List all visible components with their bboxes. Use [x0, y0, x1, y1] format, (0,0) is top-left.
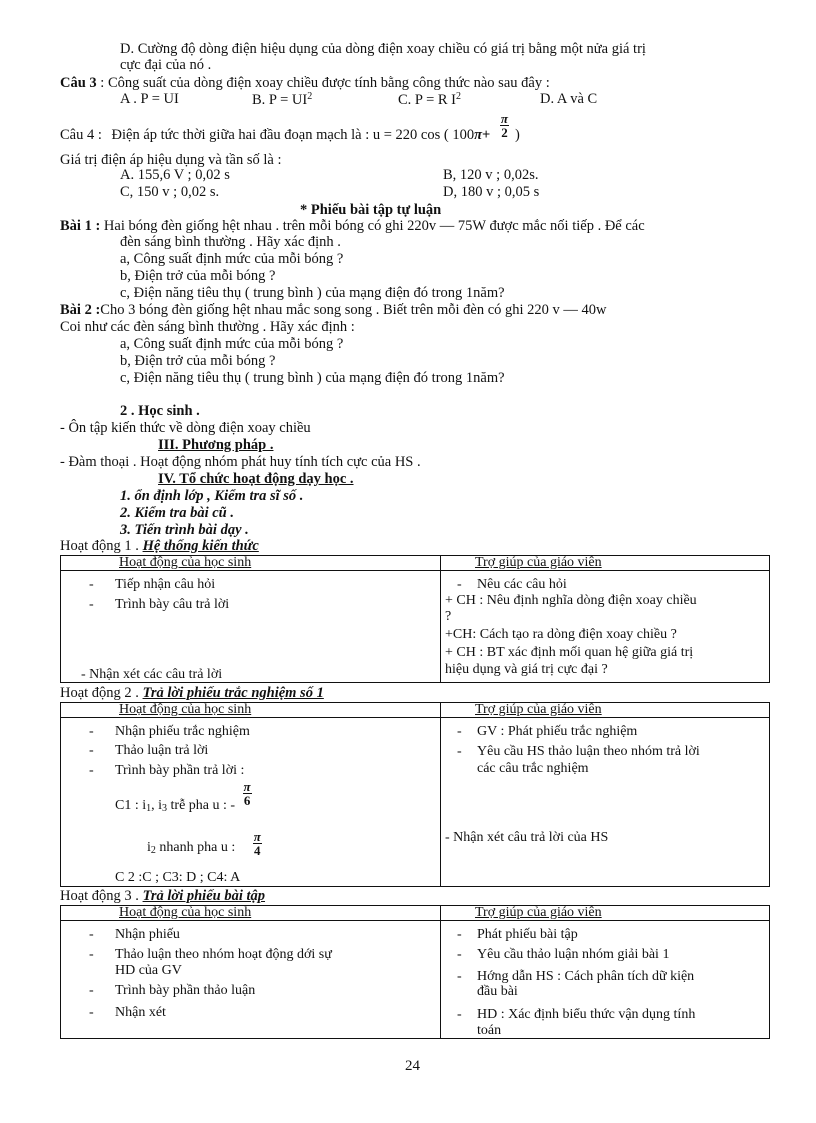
hd2-s2: Thảo luận trả lời — [115, 743, 209, 758]
hd1-col-student: Hoạt động của học sinh — [61, 556, 441, 571]
q4-plus: + — [482, 126, 491, 143]
bai2-line2: Coi như các đèn sáng bình thường . Hãy xác định : — [60, 319, 355, 335]
hoc-sinh-text: - Ôn tập kiến thức về dòng điện xoay chiều — [60, 420, 311, 436]
step-2: 2. Kiểm tra bài cũ . — [120, 505, 234, 521]
bai1-c: c, Điện năng tiêu thụ ( trung bình ) của mạng điện đó trong 1năm? — [120, 285, 505, 301]
q4-subquestion: Giá trị điện áp hiệu dụng và tần số là : — [60, 152, 282, 168]
hd2-col-teacher: Trợ giúp của giáo viên — [441, 703, 770, 718]
q2-option-d: D. Cường độ dòng điện hiệu dụng của dòng điện xoay chiều có giá trị bằng một nửa giá trị — [120, 41, 646, 57]
bai2-c: c, Điện năng tiêu thụ ( trung bình ) của mạng điện đó trong 1năm? — [120, 370, 505, 386]
hd3-s4: Nhận xét — [115, 1005, 166, 1020]
hd2-table — [60, 702, 770, 887]
hd2-t2: Yêu cầu HS thảo luận theo nhóm trả lời — [477, 744, 700, 759]
q4-label: Câu 4 : — [60, 126, 102, 143]
hd3-s2: Thảo luận theo nhóm hoạt động dới sự — [115, 947, 332, 962]
hd1-s1: Tiếp nhận câu hỏi — [115, 577, 216, 592]
bai1-label: Bài 1 : — [60, 218, 101, 234]
hd3-heading: Hoạt động 3 . Trả lời phiếu bài tập — [60, 888, 266, 904]
q3-option-a: A . P = UI — [120, 91, 179, 107]
hd3-col-teacher: Trợ giúp của giáo viên — [441, 906, 770, 921]
hd3-teacher-cell: - Phát phiếu bài tập - Yêu cầu thảo luận nhóm giải bài 1 - Hớng dẫn HS : Cách phân tích dữ kiện đầu bài - HD : Xác định biểu thức vận dụng tính toán — [441, 921, 770, 1039]
hd3-s1: Nhận phiếu — [115, 927, 180, 942]
hd1-student-cell: - Tiếp nhận câu hỏi - Trình bày câu trả lời - Nhận xét các câu trả lời — [61, 571, 441, 683]
step-1: 1. ổn định lớp , Kiểm tra sĩ số . — [120, 488, 304, 504]
hd1-teacher-cell: - Nêu các câu hỏi + CH : Nêu định nghĩa dòng điện xoay chiều ? +CH: Cách tạo ra dòng điện xoay chiều ? + CH : BT xác định mối quan hệ giữa giá trị hiệu dụng và giá trị cực đại ? — [441, 571, 770, 683]
hd1-t1: Nêu các câu hỏi — [477, 577, 567, 592]
q3-option-b: B. $P = UI^2$ — [252, 91, 313, 108]
q4-option-d: D, 180 v ; 0,05 s — [443, 184, 540, 200]
hd1-title: Hệ thống kiến thức — [142, 538, 259, 554]
essay-title: * Phiếu bài tập tự luận — [300, 202, 442, 218]
hd3-s3: Trình bày phần thảo luận — [115, 983, 256, 998]
hd2-title: Trả lời phiếu trắc nghiệm số 1 — [142, 685, 324, 701]
bai1-line2: đèn sáng bình thường . Hãy xác định . — [120, 234, 341, 250]
page-number: 24 — [405, 1058, 420, 1074]
hd3-table — [60, 905, 770, 1039]
hd1-s3: - Nhận xét các câu trả lời — [81, 667, 223, 682]
hd2-s3: Trình bày phần trả lời : — [115, 763, 245, 778]
bai2-line1: Bài 2 :Cho 3 bóng đèn giống hệt nhau mắc song song . Biết trên mỗi đèn có ghi 220 v — 40w — [60, 302, 607, 318]
hd2-student-cell: - Nhận phiếu trắc nghiệm - Thảo luận trả lời - Trình bày phần trả lời : C1 : $i_1$, $i_3$ trễ pha u : - $\frac{\pi}{6}$ $i_2$ nhanh pha u : $\frac{\pi}{4}$ C 2 :C ; C3: D ; C4: A — [61, 718, 441, 887]
hd2-teacher-cell: - GV : Phát phiếu trắc nghiệm - Yêu cầu HS thảo luận theo nhóm trả lời các câu trắc nghiệm - Nhận xét câu trả lời của HS — [441, 718, 770, 887]
q4-option-a: A. 155,6 V ; 0,02 s — [120, 167, 230, 183]
q2-option-d-cont: cực đại của nó . — [120, 57, 212, 73]
hd1-t3: +CH: Cách tạo ra dòng điện xoay chiều ? — [445, 627, 677, 642]
to-chuc-heading: IV. Tổ chức hoạt động dạy học . — [158, 471, 354, 487]
hd1-t2: + CH : Nêu định nghĩa dòng điện xoay chiều — [445, 593, 697, 608]
hd3-student-cell: - Nhận phiếu - Thảo luận theo nhóm hoạt động dới sự HD của GV - Trình bày phần thảo luận - Nhận xét — [61, 921, 441, 1039]
q3-stem — [60, 76, 550, 92]
q3-option-c: C. P = R $I^2$ — [398, 91, 461, 108]
hd2-col-student: Hoạt động của học sinh — [61, 703, 441, 718]
hd2-answers: C 2 :C ; C3: D ; C4: A — [115, 870, 241, 885]
hd3-t1: Phát phiếu bài tập — [477, 927, 578, 942]
q4-text: Điện áp tức thời giữa hai đầu đoạn mạch là : u = 220 cos ( 100 — [111, 126, 475, 143]
q4-close: ) — [515, 126, 520, 143]
bai1-a: a, Công suất định mức của mỗi bóng ? — [120, 251, 344, 267]
hd3-title: Trả lời phiếu bài tập — [142, 888, 266, 904]
hd2-heading: Hoạt động 2 . Trả lời phiếu trắc nghiệm số 1 — [60, 685, 324, 701]
phuong-phap-text: - Đàm thoại . Hoạt động nhóm phát huy tính tích cực của HS . — [60, 454, 421, 470]
q3-label: Câu 3 — [60, 75, 97, 91]
phuong-phap-heading: III. Phương pháp . — [158, 437, 274, 453]
q4-fraction: $\frac{\pi}{2}$ — [500, 111, 508, 140]
hd2-t1: GV : Phát phiếu trắc nghiệm — [477, 724, 638, 739]
step-3: 3. Tiến trình bài dạy . — [120, 522, 249, 538]
hd3-t3: Hớng dẫn HS : Cách phân tích dữ kiện — [477, 969, 695, 984]
hd2-t3: - Nhận xét câu trả lời của HS — [445, 830, 609, 845]
hd1-col-teacher: Trợ giúp của giáo viên — [441, 556, 770, 571]
bai2-b: b, Điện trở của mỗi bóng ? — [120, 353, 276, 369]
hd2-i2: $i_2$ nhanh pha u : $\frac{\pi}{4}$ — [147, 829, 261, 858]
hd2-s1: Nhận phiếu trắc nghiệm — [115, 724, 250, 739]
bai1-b: b, Điện trở của mỗi bóng ? — [120, 268, 276, 284]
q4-pi: π — [474, 126, 482, 143]
q3-option-d: D. A và C — [540, 91, 598, 107]
hd1-s2: Trình bày câu trả lời — [115, 597, 230, 612]
q4-option-b: B, 120 v ; 0,02s. — [443, 167, 539, 183]
bai2-a: a, Công suất định mức của mỗi bóng ? — [120, 336, 344, 352]
hd2-c1: C1 : $i_1$, $i_3$ trễ pha u : - $\frac{\pi}{6}$ — [115, 779, 251, 814]
hd1-heading: Hoạt động 1 . Hệ thống kiến thức — [60, 538, 259, 554]
q4-stem — [60, 112, 520, 148]
q3-text: : Công suất của dòng điện xoay chiều được tính bằng công thức nào sau đây : — [100, 75, 550, 91]
hd3-t4: HD : Xác định biểu thức vận dụng tính — [477, 1007, 696, 1022]
bai2-label: Bài 2 : — [60, 302, 101, 318]
hd1-table — [60, 555, 770, 683]
hoc-sinh-heading: 2 . Học sinh . — [120, 403, 200, 419]
q4-option-c: C, 150 v ; 0,02 s. — [120, 184, 220, 200]
hd1-t4: + CH : BT xác định mối quan hệ giữa giá trị — [445, 645, 694, 660]
hd3-t2: Yêu cầu thảo luận nhóm giải bài 1 — [477, 947, 670, 962]
bai1-line1: Bài 1 : Hai bóng đèn giống hệt nhau . trên mỗi bóng có ghi 220v — 75W được mắc nối tiếp . Để các — [60, 218, 645, 234]
hd3-col-student: Hoạt động của học sinh — [61, 906, 441, 921]
